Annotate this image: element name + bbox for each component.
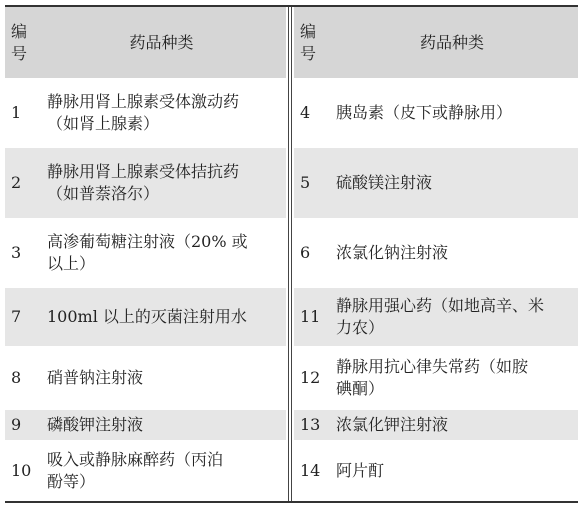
center-divider-right	[291, 7, 292, 501]
left-header-drug: 药品种类	[129, 32, 194, 52]
drug-name: 磷酸钾注射液	[47, 415, 144, 434]
left-header-num-line-1: 编	[11, 21, 28, 41]
table-row	[5, 218, 286, 288]
table-row	[294, 410, 578, 440]
drug-name: 静脉用肾上腺素受体激动药 （如肾上腺素）	[47, 92, 240, 133]
drug-name: 阿片酊	[336, 460, 385, 480]
table-row	[5, 78, 286, 148]
drug-name: 100ml 以上的灭菌注射用水	[47, 307, 247, 326]
drug-table-frame	[5, 5, 578, 503]
drug-name: 静脉用强心药（如地高辛、米 力农）	[336, 296, 545, 337]
right-header-drug: 药品种类	[419, 32, 484, 52]
table-row	[5, 288, 286, 346]
drug-name: 静脉用抗心律失常药（如胺 碘酮）	[336, 357, 529, 398]
row-number: 1	[11, 103, 22, 122]
drug-name: 浓氯化钠注射液	[336, 243, 449, 262]
row-number: 5	[300, 173, 311, 192]
table-row	[5, 440, 286, 501]
drug-name: 浓氯化钾注射液	[336, 415, 449, 434]
right-header-row	[294, 7, 578, 78]
left-header-num	[5, 7, 37, 78]
table-row	[294, 288, 578, 346]
row-number: 12	[300, 368, 321, 387]
left-header-row	[5, 7, 286, 78]
left-table	[5, 7, 286, 501]
right-column	[294, 7, 578, 501]
right-header-num-line-1: 编	[300, 21, 317, 41]
row-number: 7	[11, 307, 22, 326]
row-number: 14	[300, 460, 321, 480]
table-row	[5, 346, 286, 410]
row-number: 2	[11, 173, 22, 192]
center-divider-left	[288, 7, 289, 501]
row-number: 11	[300, 307, 321, 326]
drug-name: 静脉用肾上腺素受体拮抗药 （如普萘洛尔）	[47, 162, 240, 203]
row-number: 8	[11, 368, 22, 387]
drug-name: 硫酸镁注射液	[336, 173, 433, 192]
table-row	[5, 410, 286, 440]
drug-name: 吸入或静脉麻醉药（丙泊 酚等）	[47, 449, 224, 491]
table-row	[294, 346, 578, 410]
row-number: 4	[300, 103, 311, 122]
left-header-num-line-2: 号	[11, 43, 28, 63]
table-row	[294, 440, 578, 501]
table-row	[294, 78, 578, 148]
right-header-num-line-2: 号	[300, 43, 317, 63]
row-number: 3	[11, 243, 22, 262]
drug-name: 胰岛素（皮下或静脉用）	[336, 103, 513, 122]
drug-name: 高渗葡萄糖注射液（20% 或 以上）	[47, 232, 248, 273]
row-number: 13	[300, 415, 321, 434]
table-row	[294, 218, 578, 288]
bottom-rule	[5, 501, 578, 503]
right-header-num	[294, 7, 326, 78]
right-table	[294, 7, 578, 501]
row-number: 6	[300, 243, 311, 262]
table-row	[5, 148, 286, 218]
left-column	[5, 7, 286, 501]
drug-name: 硝普钠注射液	[47, 368, 144, 387]
row-number: 10	[11, 460, 32, 480]
row-number: 9	[11, 415, 22, 434]
table-row	[294, 148, 578, 218]
